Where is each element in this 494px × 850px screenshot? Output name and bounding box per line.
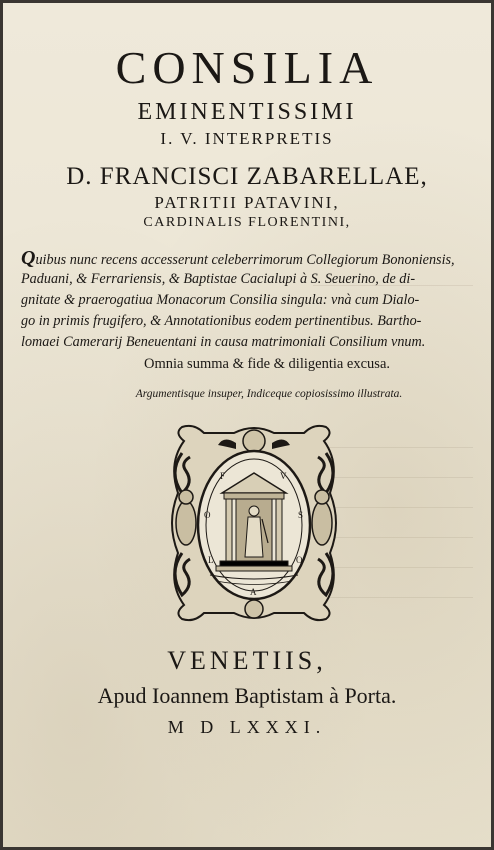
description-line: Paduani, & Ferrariensis, & Baptistae Cacialupi à S. Seuerino, de di- (21, 271, 416, 287)
svg-text:L: L (208, 555, 214, 565)
svg-text:O: O (204, 510, 211, 520)
argumentis-line: Argumentisque insuper, Indiceque copiosissimo illustrata. (135, 388, 403, 400)
title-line-eminentissimi: EMINENTISSIMI (137, 99, 357, 125)
author-name: D. FRANCISCI ZABARELLAE, (66, 163, 428, 190)
omnia-line: Omnia summa & fide & diligentia excusa. (143, 356, 391, 372)
main-title: CONSILIA (115, 42, 379, 93)
title-line-patritii: PATRITII PATAVINI, (154, 193, 340, 212)
imprint-date: M D LXXXI. (167, 717, 327, 737)
description-line: go in primis frugifero, & Annotationibus eodem pertinentibus. Bartho- (21, 313, 422, 329)
dropcap: Q (21, 247, 36, 269)
description-line: lomaei Camerarij Beneuentani in causa matrimoniali Consilium vnum. (21, 334, 426, 350)
svg-text:F: F (220, 471, 226, 481)
title-line-cardinalis: CARDINALIS FLORENTINI, (143, 215, 351, 230)
title-line-interpretis: I. V. INTERPRETIS (160, 129, 334, 148)
svg-text:V: V (280, 471, 287, 481)
imprint-place: VENETIIS, (167, 646, 327, 675)
description-paragraph (21, 248, 481, 353)
svg-text:A: A (250, 587, 257, 597)
description-line: gnitate & praerogatiua Monacorum Consilia singula: vnà cum Dialo- (21, 292, 420, 308)
svg-text:S: S (298, 510, 304, 520)
imprint-printer: Apud Ioannem Baptistam à Porta. (97, 683, 397, 708)
description-line: Quibus nunc recens accesserunt celeberrimorum Collegiorum Bononiensis, (21, 247, 455, 269)
printers-device-icon (164, 423, 344, 623)
svg-text:O: O (296, 555, 303, 565)
